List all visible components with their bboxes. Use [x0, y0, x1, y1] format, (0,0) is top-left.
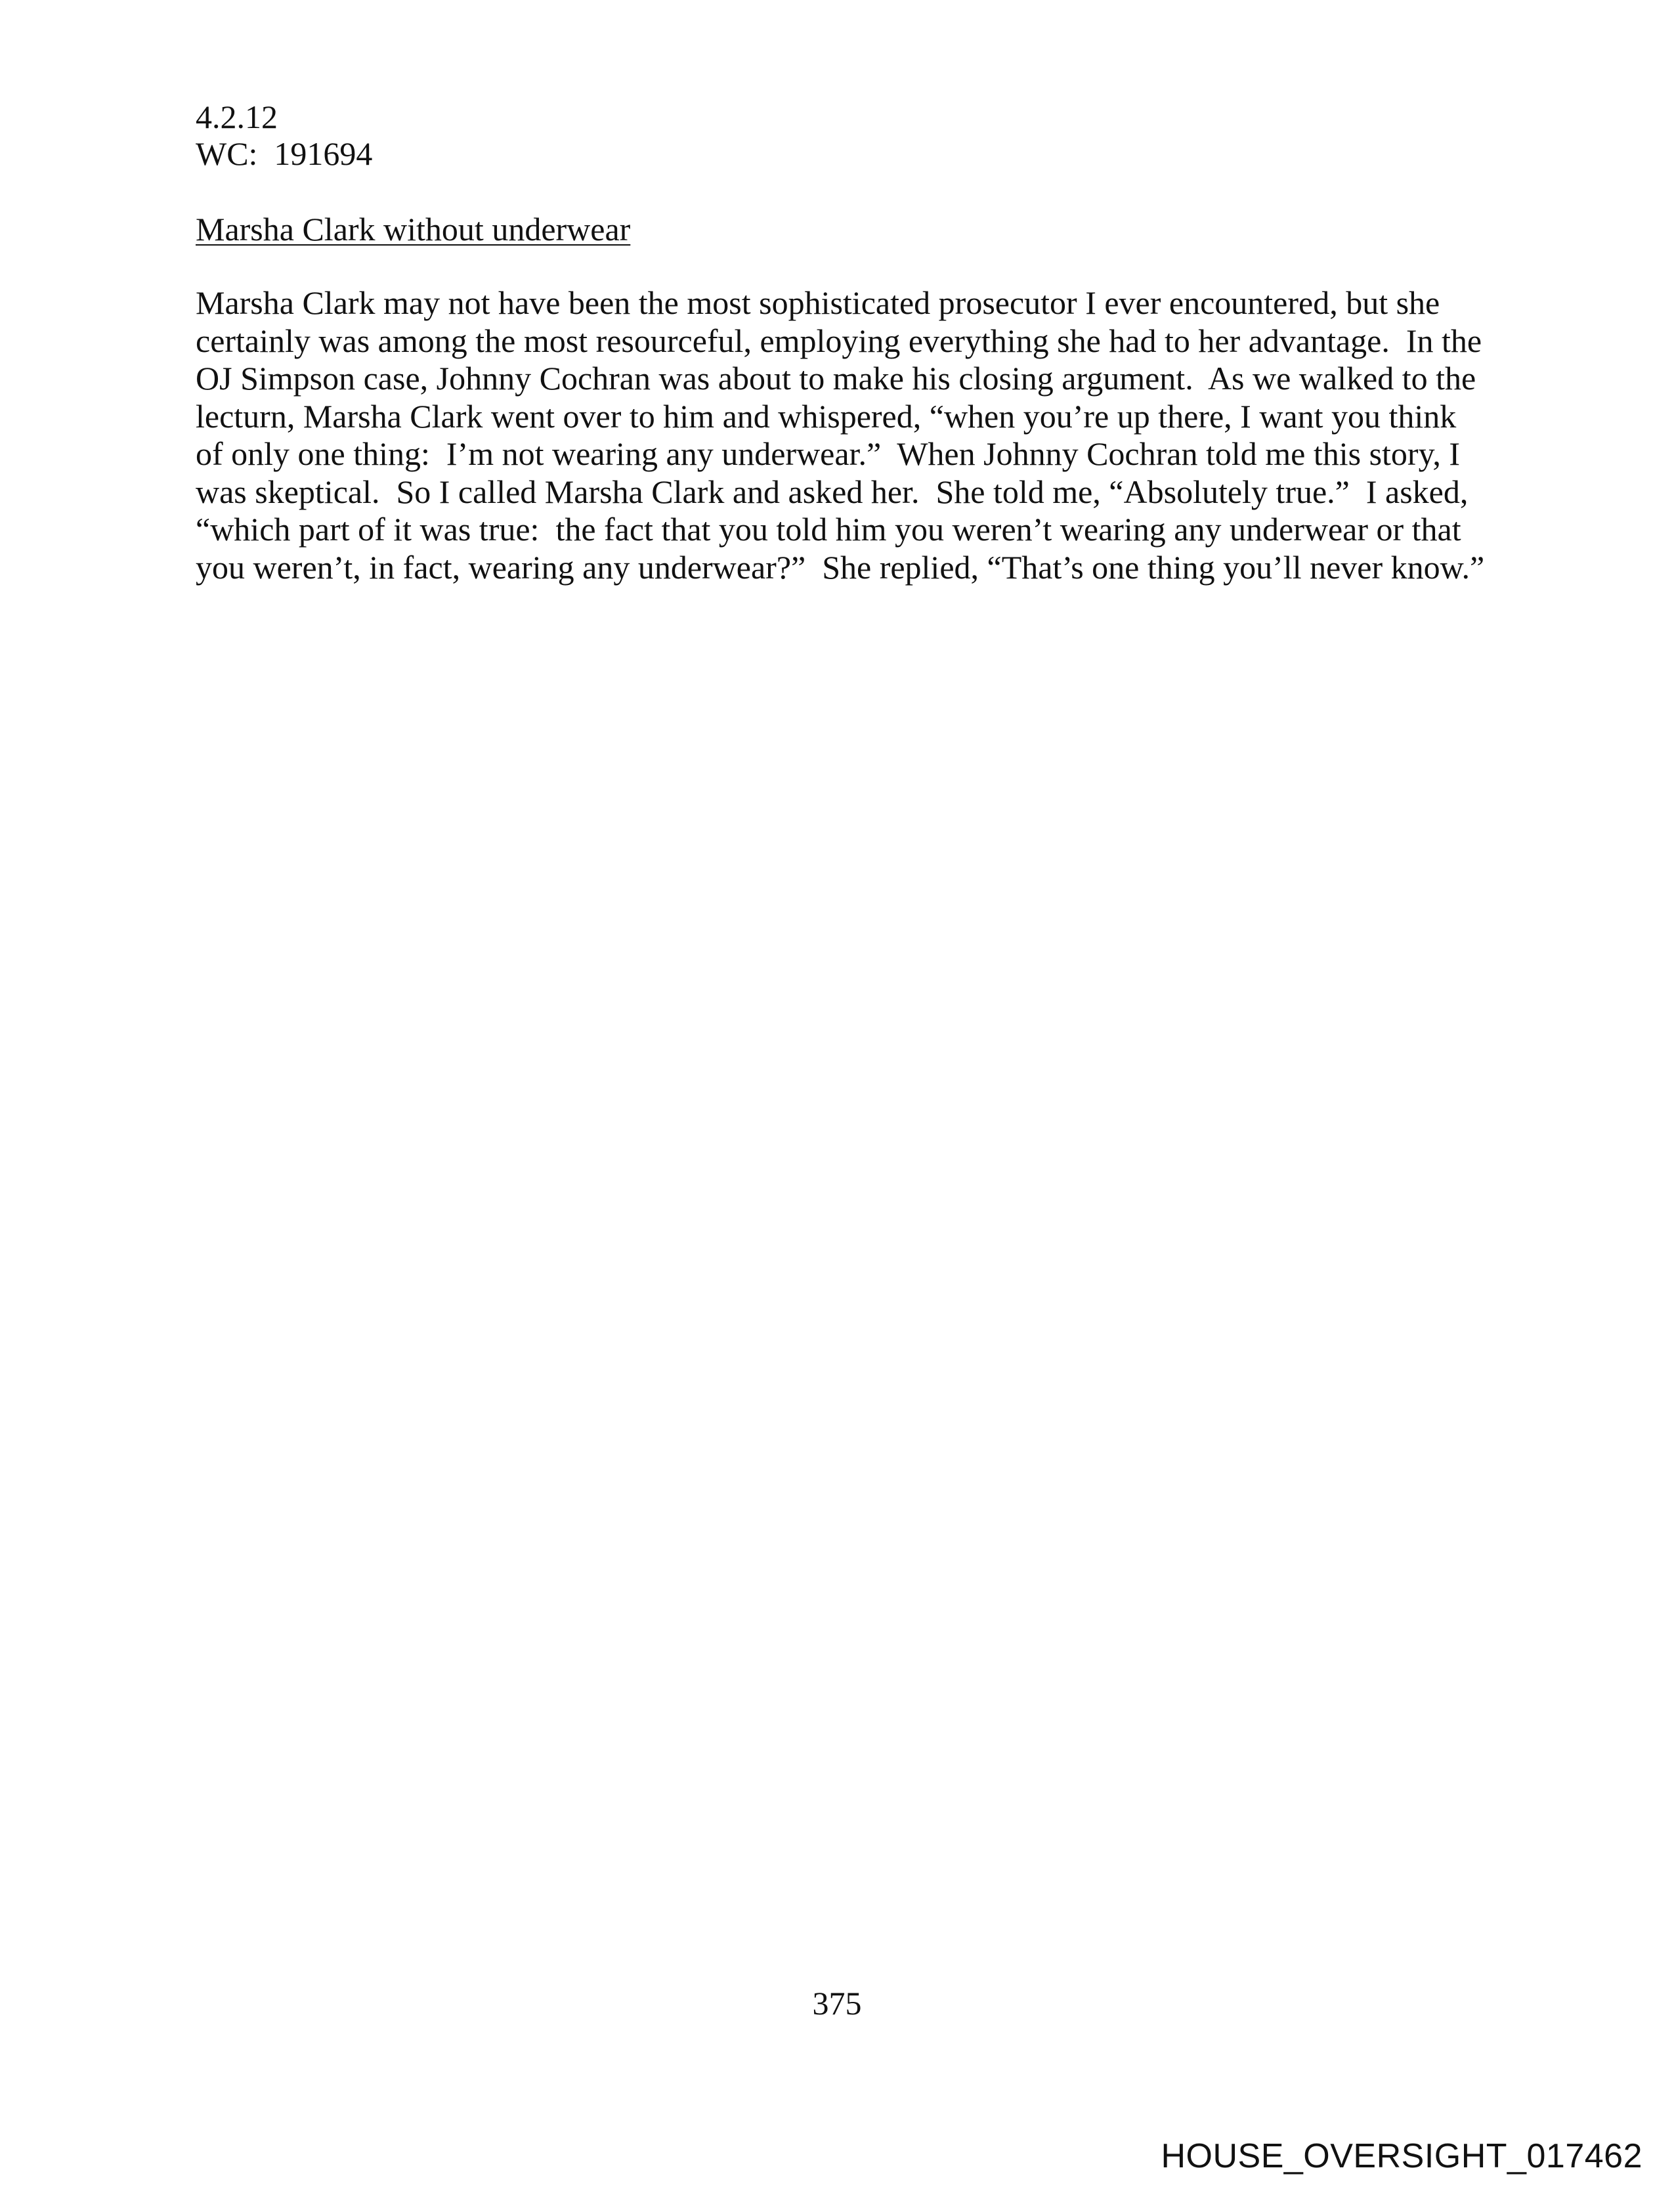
body-line: lecturn, Marsha Clark went over to him and whispered, “when you’re up there, I want you think: [196, 397, 1457, 435]
body-line: certainly was among the most resourceful, employing everything she had to her advantage. In the: [196, 322, 1482, 359]
body-line: “which part of it was true: the fact that you told him you weren’t wearing any underwear or that: [196, 511, 1461, 548]
section-title: Marsha Clark without underwear: [196, 211, 631, 248]
body-line: you weren’t, in fact, wearing any underwear?” She replied, “That’s one thing you’ll never know.”: [196, 548, 1485, 586]
body-line: was skeptical. So I called Marsha Clark and asked her. She told me, “Absolutely true.” I asked,: [196, 473, 1469, 510]
bates-number: HOUSE_OVERSIGHT_017462: [1161, 2137, 1642, 2175]
document-header: [196, 98, 372, 172]
header-date: 4.2.12: [196, 98, 278, 135]
page-number: 375: [812, 1985, 862, 2022]
header-word-count: WC: 191694: [196, 135, 373, 172]
body-line: Marsha Clark may not have been the most sophisticated prosecutor I ever encountered, but she: [196, 284, 1440, 321]
body-line: OJ Simpson case, Johnny Cochran was about to make his closing argument. As we walked to the: [196, 360, 1476, 397]
body-line: of only one thing: I’m not wearing any underwear.” When Johnny Cochran told me this story, I: [196, 435, 1460, 472]
body-paragraph: [196, 284, 1484, 586]
